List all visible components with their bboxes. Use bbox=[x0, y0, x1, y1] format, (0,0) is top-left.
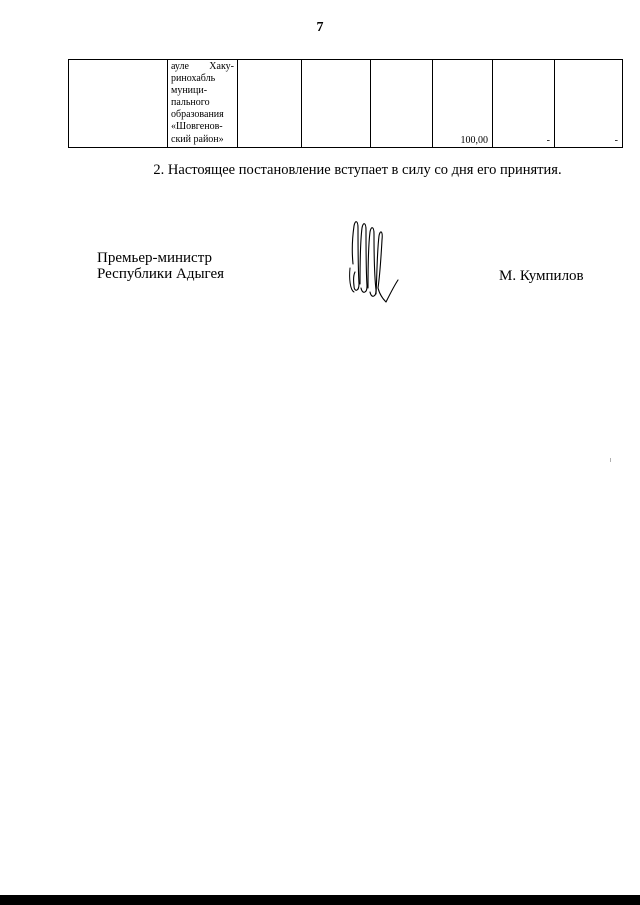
table-cell-object-name bbox=[168, 60, 238, 148]
scan-bottom-edge bbox=[0, 895, 640, 905]
name-line-word: Хаку- bbox=[209, 61, 234, 72]
clause-paragraph: 2. Настоящее постановление вступает в силу со дня его принятия. bbox=[153, 162, 562, 178]
table-cell-empty bbox=[371, 60, 433, 148]
table-cell-empty bbox=[302, 60, 371, 148]
name-line: пального bbox=[171, 97, 210, 109]
scan-speck bbox=[610, 458, 611, 462]
name-line: образования bbox=[171, 109, 224, 121]
signer-name: М. Кумпилов bbox=[499, 268, 584, 284]
name-line bbox=[171, 61, 234, 73]
handwritten-signature bbox=[338, 214, 406, 306]
table-cell-dash: - bbox=[555, 60, 623, 148]
signer-title-line: Премьер-министр bbox=[97, 250, 212, 266]
table-row bbox=[69, 60, 623, 148]
signer-title bbox=[97, 250, 224, 282]
table-cell-empty bbox=[238, 60, 302, 148]
name-line: ринохабль bbox=[171, 73, 216, 85]
continuation-table bbox=[68, 59, 623, 148]
name-line: ский район» bbox=[171, 133, 224, 145]
signer-title-line: Республики Адыгея bbox=[97, 266, 225, 282]
page-number: 7 bbox=[316, 20, 324, 35]
name-line: муници- bbox=[171, 85, 208, 97]
name-line-word: ауле bbox=[171, 61, 189, 72]
table-cell-dash: - bbox=[493, 60, 555, 148]
table-cell-amount: 100,00 bbox=[433, 60, 493, 148]
name-line: «Шовгенов- bbox=[171, 121, 223, 133]
table-cell-empty bbox=[69, 60, 168, 148]
